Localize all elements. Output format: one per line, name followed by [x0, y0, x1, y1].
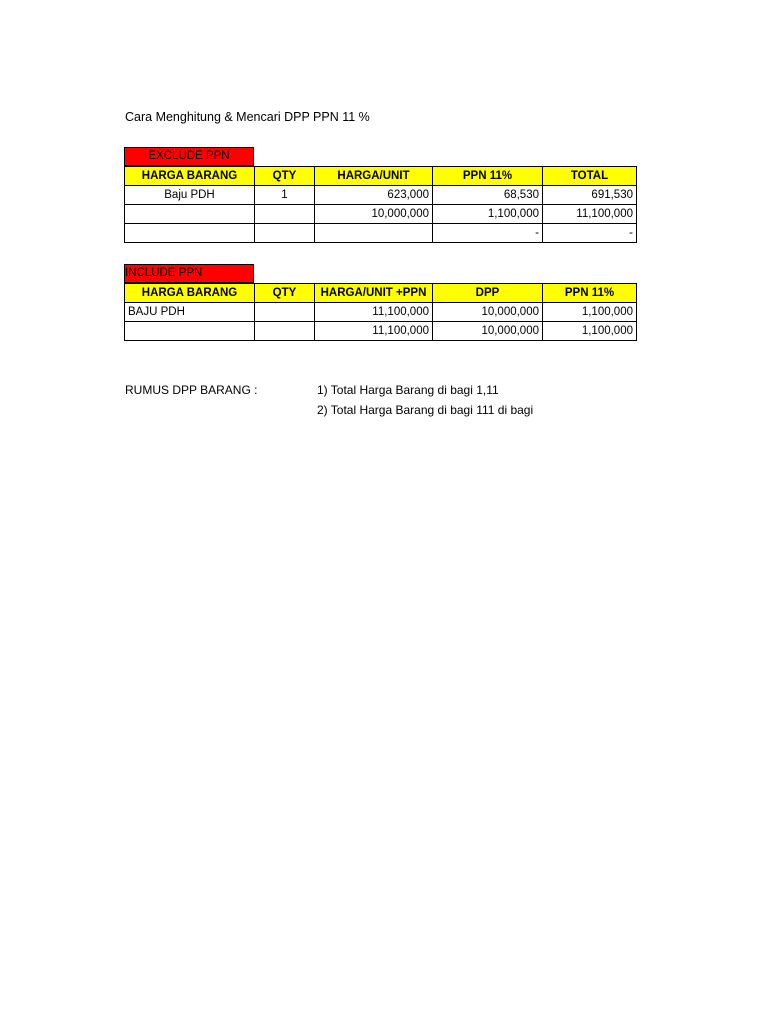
cell-item-name: Baju PDH	[125, 186, 255, 205]
cell-total: -	[543, 224, 637, 243]
cell-total: 11,100,000	[543, 205, 637, 224]
cell-qty	[255, 322, 315, 341]
cell-ppn: 1,100,000	[433, 205, 543, 224]
cell-qty	[255, 205, 315, 224]
cell-ppn: 1,100,000	[543, 303, 637, 322]
cell-dpp: 10,000,000	[433, 322, 543, 341]
cell-item-name	[125, 205, 255, 224]
rumus-label: RUMUS DPP BARANG :	[125, 383, 258, 397]
cell-harga-unit: 10,000,000	[315, 205, 433, 224]
cell-item-name	[125, 224, 255, 243]
table-row	[125, 322, 637, 341]
cell-harga-unit-ppn: 11,100,000	[315, 322, 433, 341]
cell-harga-unit: 623,000	[315, 186, 433, 205]
header-total: TOTAL	[543, 167, 637, 186]
cell-ppn: 68,530	[433, 186, 543, 205]
include-ppn-tag: INCLUDE PPN	[124, 264, 254, 283]
exclude-ppn-tag: EXCLUDE PPN	[124, 147, 254, 166]
cell-item-name	[125, 322, 255, 341]
table-header-row	[125, 284, 637, 303]
header-dpp: DPP	[433, 284, 543, 303]
header-qty: QTY	[255, 167, 315, 186]
header-ppn: PPN 11%	[543, 284, 637, 303]
cell-qty	[255, 224, 315, 243]
rumus-line-1: 1) Total Harga Barang di bagi 1,11	[317, 383, 499, 397]
rumus-line-2: 2) Total Harga Barang di bagi 111 di bagi	[317, 403, 534, 417]
header-harga-unit: HARGA/UNIT	[315, 167, 433, 186]
header-qty: QTY	[255, 284, 315, 303]
page-title: Cara Menghitung & Mencari DPP PPN 11 %	[125, 110, 370, 124]
cell-dpp: 10,000,000	[433, 303, 543, 322]
cell-harga-unit	[315, 224, 433, 243]
header-harga-unit-ppn: HARGA/UNIT +PPN	[315, 284, 433, 303]
table-row	[125, 303, 637, 322]
include-ppn-table	[124, 283, 637, 341]
cell-total: 691,530	[543, 186, 637, 205]
cell-qty	[255, 303, 315, 322]
header-ppn: PPN 11%	[433, 167, 543, 186]
cell-qty: 1	[255, 186, 315, 205]
exclude-ppn-table	[124, 166, 637, 243]
table-row	[125, 205, 637, 224]
cell-ppn: -	[433, 224, 543, 243]
header-harga-barang: HARGA BARANG	[125, 167, 255, 186]
table-header-row	[125, 167, 637, 186]
header-harga-barang: HARGA BARANG	[125, 284, 255, 303]
cell-harga-unit-ppn: 11,100,000	[315, 303, 433, 322]
table-row	[125, 224, 637, 243]
cell-item-name: BAJU PDH	[125, 303, 255, 322]
cell-ppn: 1,100,000	[543, 322, 637, 341]
table-row	[125, 186, 637, 205]
